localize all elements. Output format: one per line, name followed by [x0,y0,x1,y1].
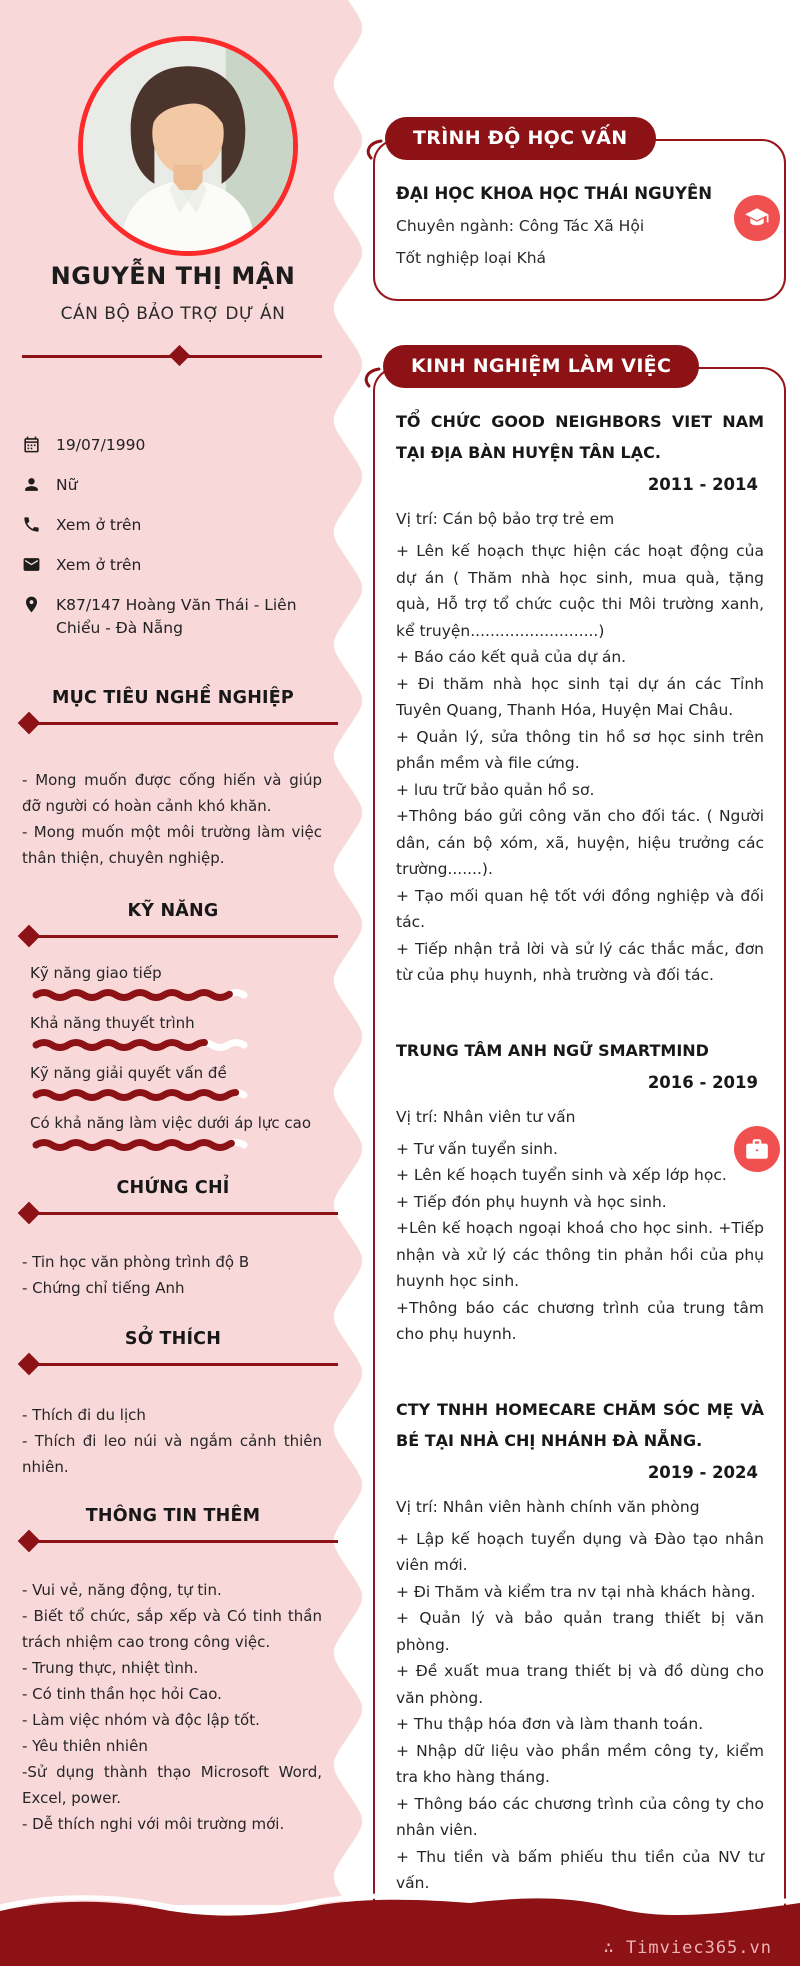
job-entry [396,1394,764,1897]
diamond-ornament [18,925,41,948]
job-duty: + Quản lý, sửa thông tin hồ sơ học sinh trên phần mềm và file cứng. [396,727,764,772]
contact-text: K87/147 Hoàng Văn Thái - Liên Chiểu - Đà Nẵng [56,596,297,637]
more-info-heading: THÔNG TIN THÊM [85,1506,261,1526]
more-info-item: - Vui vẻ, năng động, tự tin. [22,1581,222,1599]
sidebar-sections [0,688,346,1837]
brand-watermark: ∴ Timviec365.vn [603,1938,772,1958]
skills-heading: KỸ NĂNG [127,901,219,921]
job-duty: + Lên kế hoạch thực hiện các hoạt động của dự án ( Thăm nhà học sinh, mua quà, tặng quà, Hỗ trợ tổ chức cuộc thi Môi trường xanh, kể truyện..........................) [396,542,764,640]
phone-icon [22,515,42,535]
certificates-body [22,1249,322,1301]
job-duty: + Tư vấn tuyển sinh. [396,1139,558,1158]
diamond-ornament [18,1530,41,1553]
skill-label: Khả năng thuyết trình [30,1014,195,1032]
education-school: ĐẠI HỌC KHOA HỌC THÁI NGUYÊN [396,184,713,203]
briefcase-badge [734,1126,780,1172]
certificate-item: - Tin học văn phòng trình độ B [22,1253,250,1271]
more-info-item: - Làm việc nhóm và độc lập tốt. [22,1711,260,1729]
contact-row [22,474,314,497]
candidate-title: CÁN BỘ BẢO TRỢ DỰ ÁN [60,304,286,324]
diamond-ornament [18,1202,41,1225]
skill-label: Kỹ năng giao tiếp [30,964,162,982]
job-duty: + Lên kế hoạch tuyển sinh và xếp lớp học. [396,1166,727,1184]
objective-heading: MỤC TIÊU NGHỀ NGHIỆP [52,688,294,708]
skill-level-bar [32,988,248,1002]
education-content [396,183,722,269]
contact-text: Nữ [56,476,78,494]
banner-curl-ornament [361,366,383,388]
skill-item [30,1112,322,1152]
banner-curl-ornament [363,138,385,160]
hobby-item: - Thích đi du lịch [22,1406,146,1424]
contact-row [22,514,314,537]
job-company: TỔ CHỨC GOOD NEIGHBORS VIET NAM TẠI ĐỊA BÀN HUYỆN TÂN LẠC. [396,412,764,462]
more-info-item: - Dễ thích nghi với môi trường mới. [22,1815,285,1833]
more-info-item: - Yêu thiên nhiên [22,1737,148,1755]
job-duty: + Quản lý và bảo quản trang thiết bị văn phòng. [396,1609,764,1654]
job-company: TRUNG TÂM ANH NGỮ SMARTMIND [396,1040,709,1060]
graduation-cap-icon [744,205,770,231]
section-rule [23,1540,338,1543]
contact-list [22,434,314,657]
skill-label: Kỹ năng giải quyết vấn đề [30,1064,227,1082]
job-duty: +Thông báo các chương trình của trung tâm cho phụ huynh. [396,1298,764,1343]
job-duty: + Thông báo các chương trình của công ty cho nhân viên. [396,1794,764,1839]
section-rule [23,935,338,938]
objective-item: - Mong muốn một môi trường làm việc thân thiện, chuyên nghiệp. [22,823,322,867]
hobbies-heading: SỞ THÍCH [124,1329,222,1349]
skill-level-bar [32,1038,248,1052]
job-duty: +Thông báo gửi công văn cho đối tác. ( Người dân, cán bộ xóm, xã, huyện, hiệu trưởng các trường.......). [396,807,764,878]
profile-photo [78,36,298,256]
job-duty: + Tiếp nhận trả lời và sử lý các thắc mắc, đơn từ của phụ huynh, nhà trường và đối tác. [396,939,764,984]
job-duty: + Báo cáo kết quả của dự án. [396,648,627,666]
contact-row [22,554,314,577]
job-entry [396,1035,764,1348]
experience-heading: KINH NGHIỆM LÀM VIỆC [383,345,699,388]
job-period: 2019 - 2024 [647,1462,758,1482]
diamond-ornament [18,712,41,735]
job-duty: + Tiếp đón phụ huynh và học sinh. [396,1192,667,1211]
job-duty: + Tạo mối quan hệ tốt với đồng nghiệp và đối tác. [396,886,764,931]
more-info-item: - Trung thực, nhiệt tình. [22,1659,199,1677]
hobby-item: - Thích đi leo núi và ngắm cảnh thiên nhiên. [22,1432,322,1476]
job-duty: + Nhập dữ liệu vào phần mềm công ty, kiểm tra kho hàng tháng. [396,1741,764,1786]
more-info-item: - Có tinh thần học hỏi Cao. [22,1685,222,1703]
profile-photo-illustration [83,41,293,251]
job-duty: + Đi Thăm và kiểm tra nv tại nhà khách hàng. [396,1582,756,1601]
contact-text: 19/07/1990 [56,436,146,454]
contact-row [22,594,314,640]
job-period: 2011 - 2014 [647,475,758,494]
job-duty: + Đi thăm nhà học sinh tại dự án các Tỉnh Tuyên Quang, Thanh Hóa, Huyện Mai Châu. [396,674,764,719]
job-duties [396,1136,764,1348]
contact-text: Xem ở trên [56,516,142,534]
education-major: Chuyên ngành: Công Tác Xã Hội [396,217,645,235]
certificates-heading: CHỨNG CHỈ [116,1178,230,1198]
more-info-item: -Sử dụng thành thạo Microsoft Word, Excel, power. [22,1763,322,1807]
experience-jobs [396,406,764,1897]
skill-item [30,1012,322,1052]
education-grade: Tốt nghiệp loại Khá [396,249,547,267]
job-entry [396,406,764,989]
skill-item [30,962,322,1002]
email-icon [22,555,42,575]
job-company: CTY TNHH HOMECARE CHĂM SÓC MẸ VÀ BÉ TẠI NHÀ CHỊ NHÁNH ĐÀ NẴNG. [396,1399,764,1450]
job-duty: + Lập kế hoạch tuyển dụng và Đào tạo nhân viên mới. [396,1529,764,1574]
more-info-item: - Biết tổ chức, sắp xếp và Có tinh thần trách nhiệm cao trong công việc. [22,1607,322,1651]
job-position: Vị trí: Nhân viên tư vấn [396,1107,576,1126]
job-position: Vị trí: Cán bộ bảo trợ trẻ em [396,510,615,528]
job-position: Vị trí: Nhân viên hành chính văn phòng [396,1497,700,1516]
skill-label: Có khả năng làm việc dưới áp lực cao [30,1114,312,1132]
section-rule [23,1212,338,1215]
job-duty: + lưu trữ bảo quản hồ sơ. [396,780,595,799]
certificate-item: - Chứng chỉ tiếng Anh [22,1279,185,1297]
skills-list [30,962,322,1152]
objective-item: - Mong muốn được cống hiến và giúp đỡ người có hoàn cảnh khó khăn. [22,771,322,815]
briefcase-icon [744,1136,770,1162]
diamond-ornament [18,1353,41,1376]
contact-row [22,434,314,457]
job-duty: + Thu thập hóa đơn và làm thanh toán. [396,1715,704,1733]
section-rule [23,722,338,725]
job-duties [396,1526,764,1897]
section-rule [23,1363,338,1366]
skill-item [30,1062,322,1102]
person-icon [22,475,42,495]
education-heading: TRÌNH ĐỘ HỌC VẤN [385,117,656,160]
job-period: 2016 - 2019 [647,1072,758,1092]
job-duty: + Thu tiền và bấm phiếu thu tiền của NV tư vấn. [396,1847,764,1892]
job-duty: + Đề xuất mua trang thiết bị và đồ dùng cho văn phòng. [396,1662,764,1707]
job-duties [396,538,764,989]
contact-text: Xem ở trên [56,556,142,574]
skill-level-bar [32,1088,248,1102]
job-duty: +Lên kế hoạch ngoại khoá cho học sinh. +Tiếp nhận và xử lý các thông tin phản hồi của phụ huynh học sinh. [396,1219,764,1290]
objective-body [22,767,322,871]
more-info-body [22,1577,322,1837]
title-divider [22,355,322,358]
hobbies-body [22,1402,322,1480]
location-icon [22,595,42,615]
calendar-icon [22,435,42,455]
graduation-badge [734,195,780,241]
skill-level-bar [32,1138,248,1152]
candidate-name: NGUYỄN THỊ MẬN [50,262,296,290]
